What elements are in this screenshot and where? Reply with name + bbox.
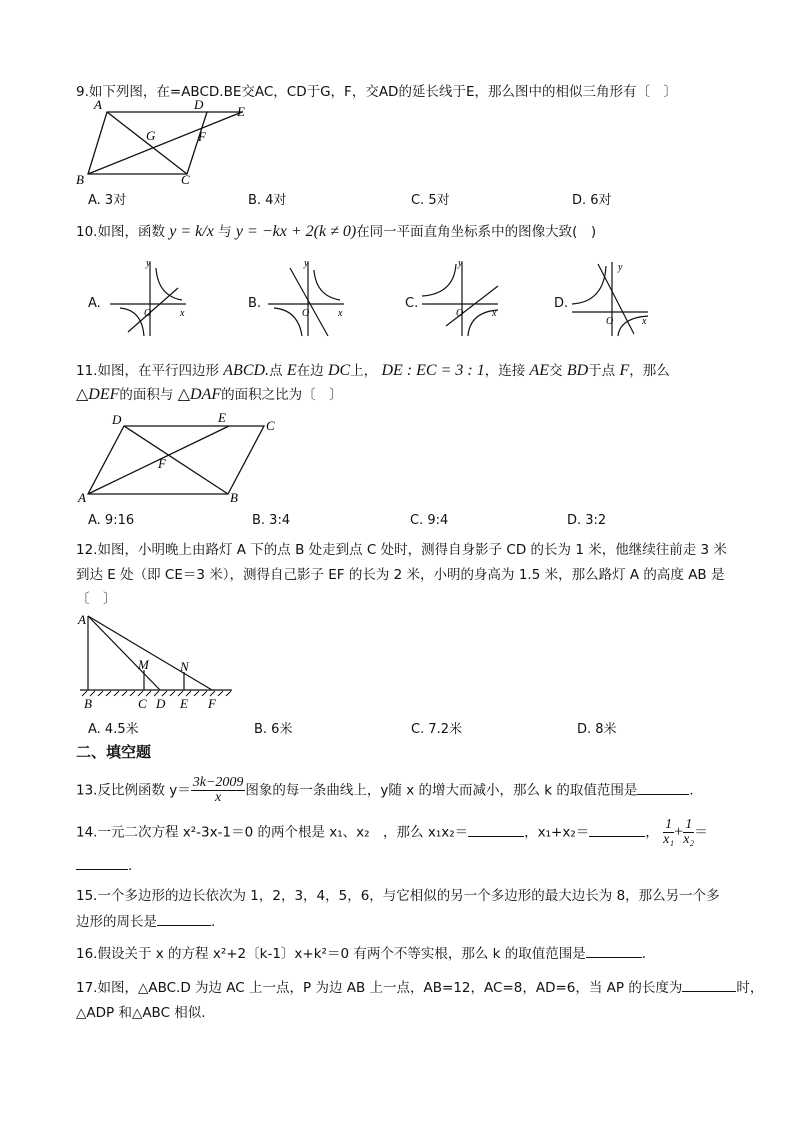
q9-option-d[interactable]: D. 6对	[572, 193, 612, 208]
svg-text:N: N	[180, 659, 189, 674]
q15-answer-blank[interactable]	[157, 925, 211, 926]
q10-option-b-label[interactable]: B.	[248, 296, 262, 311]
q13: 13.反比例函数 y＝ $\frac{3k-2009}{x}$ 图象的每一条曲线上，y随 x 的增大而减小，那么 k 的取值范围是 .	[76, 775, 694, 805]
svg-text:M: M	[138, 657, 149, 672]
svg-text:A: A	[78, 490, 86, 504]
svg-text:E: E	[218, 410, 226, 425]
q9-label-b: B	[76, 172, 84, 187]
svg-text:x: x	[338, 308, 343, 319]
q9-label-a: A	[94, 97, 102, 112]
svg-text:F: F	[208, 696, 216, 711]
svg-text:C: C	[138, 696, 147, 711]
q14-fraction-2: $\frac{1}{\text{x₂}}$	[683, 817, 695, 847]
svg-text:O: O	[144, 308, 152, 319]
q11-option-c[interactable]: C. 9:4	[410, 513, 449, 528]
q10-graph-d[interactable]	[568, 256, 654, 340]
q10-stem-b: 在同一平面直角坐标系中的图像大致( )	[356, 224, 597, 240]
q10-graph-c[interactable]	[418, 256, 504, 340]
q14: 14.一元二次方程 x²-3x-1＝0 的两个根是 x₁、x₂ ，那么 x₁x₂＝ ，x₁+x₂＝ ， $\frac{1}{\text{x₁}}$ + $\frac{1}{\text{x₂}}$ ＝	[76, 817, 708, 847]
q13-answer-blank[interactable]	[637, 794, 689, 795]
q9-parallelogram-figure	[74, 96, 264, 188]
q12-streetlight-figure	[74, 608, 244, 712]
q11-option-b[interactable]: B. 3:4	[252, 513, 291, 528]
svg-text:C: C	[266, 418, 275, 433]
q11-option-d[interactable]: D. 3:2	[567, 513, 607, 528]
q9-option-a[interactable]: A. 3对	[88, 193, 127, 208]
q12-option-b[interactable]: B. 6米	[254, 722, 293, 737]
svg-text:O: O	[456, 308, 464, 319]
q12-line3: 〔 〕	[76, 591, 117, 607]
q11-parallelogram-figure	[74, 408, 284, 504]
q10-eq2: y = −kx + 2(k ≠ 0)	[235, 223, 357, 240]
svg-text:y: y	[304, 258, 309, 269]
q9-label-d: D	[194, 97, 204, 112]
q14-line2: .	[76, 858, 132, 874]
svg-text:x: x	[180, 308, 185, 319]
q10-stem-a: 10.如图，函数	[76, 224, 165, 240]
q15-line2: 边形的周长是 .	[76, 914, 216, 930]
svg-text:x: x	[642, 316, 647, 327]
q10-mid: 与	[218, 224, 232, 240]
q10-graph-b[interactable]	[264, 256, 350, 340]
svg-text:A: A	[78, 612, 86, 627]
svg-text:E: E	[180, 696, 188, 711]
section-heading: 二、填空题	[76, 743, 152, 761]
svg-text:D: D	[156, 696, 166, 711]
svg-text:y: y	[618, 262, 623, 273]
q10-option-a-label[interactable]: A.	[88, 296, 101, 311]
svg-text:B: B	[230, 490, 238, 504]
q9-option-b[interactable]: B. 4对	[248, 193, 287, 208]
q11-option-a[interactable]: A. 9:16	[88, 513, 135, 528]
q14-blank-sum[interactable]	[589, 836, 645, 837]
q10-option-c-label[interactable]: C.	[405, 296, 419, 311]
svg-text:O: O	[302, 308, 310, 319]
q9-label-g: G	[146, 128, 156, 143]
q17-line1: 17.如图，△ABC.D 为边 AC 上一点，P 为边 AB 上一点，AB=12，AC=8，AD=6，当 AP 的长度为 时，	[76, 980, 764, 996]
svg-text:y: y	[146, 258, 151, 269]
q13-fraction: $\frac{3k-2009}{x}$	[192, 775, 244, 805]
q9-label-c: C	[181, 172, 190, 187]
q16-answer-blank[interactable]	[586, 957, 642, 958]
q10-option-d-label[interactable]: D.	[554, 296, 569, 311]
q12-option-d[interactable]: D. 8米	[577, 722, 617, 737]
q10-graph-a[interactable]	[106, 256, 192, 340]
q10-eq1: y = k/x	[169, 223, 214, 240]
q9-label-f: F	[198, 129, 206, 144]
q12-option-a[interactable]: A. 4.5米	[88, 722, 139, 737]
svg-text:x: x	[492, 308, 497, 319]
q17-answer-blank[interactable]	[682, 991, 736, 992]
q12-line1: 12.如图，小明晚上由路灯 A 下的点 B 处走到点 C 处时，测得自身影子 CD 的长为 1 米，他继续往前走 3 米	[76, 542, 727, 558]
q15-line1: 15.一个多边形的边长依次为 1，2，3，4，5，6，与它相似的另一个多边形的最大边长为 8，那么另一个多	[76, 888, 720, 904]
q9-label-e: E	[237, 104, 245, 119]
q9-option-c[interactable]: C. 5对	[411, 193, 450, 208]
svg-text:D: D	[112, 412, 122, 427]
q14-fraction-1: $\frac{1}{\text{x₁}}$	[663, 817, 675, 847]
q17-line2: △ADP 和△ABC 相似.	[76, 1005, 206, 1021]
svg-text:B: B	[84, 696, 92, 711]
svg-text:F: F	[158, 456, 166, 471]
q12-option-c[interactable]: C. 7.2米	[411, 722, 463, 737]
q9-stem: 9.如下列图，在=ABCD.BE交AC，CD于G，F，交AD的延长线于E，那么图中的相似三角形有〔 〕	[76, 84, 677, 100]
svg-text:O: O	[606, 316, 614, 327]
q14-blank-reciprocal-sum[interactable]	[76, 869, 128, 870]
q16: 16.假设关于 x 的方程 x²+2〔k-1〕x+k²＝0 有两个不等实根，那么 k 的取值范围是 .	[76, 946, 647, 962]
q14-blank-product[interactable]	[468, 836, 524, 837]
q10-stem	[76, 220, 596, 241]
q12-line2: 到达 E 处（即 CE＝3 米），测得自己影子 EF 的长为 2 米，小明的身高为 1.5 米，那么路灯 A 的高度 AB 是	[76, 567, 725, 583]
q11-line2: △DEF的面积与 △DAF的面积之比为〔 〕	[76, 386, 343, 403]
q11-line1: 11.如图，在平行四边形 ABCD.点 E在边 DC上， DE : EC = 3 : 1，连接 AE交 BD于点 F，那么	[76, 362, 670, 379]
svg-text:y: y	[458, 258, 463, 269]
